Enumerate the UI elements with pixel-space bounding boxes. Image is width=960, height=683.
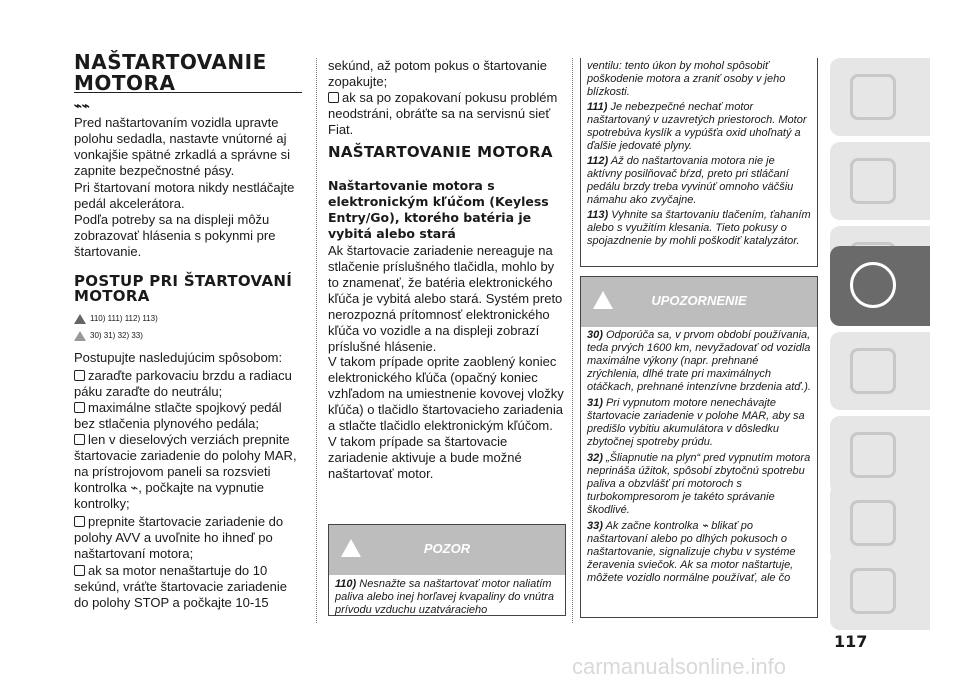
bullet-icon <box>74 565 85 576</box>
note-number: 113) <box>587 209 609 221</box>
warning-icon <box>74 314 86 324</box>
bullet-icon <box>74 370 85 381</box>
tab-index[interactable] <box>830 552 930 630</box>
warning-triangle-icon <box>850 348 896 394</box>
refs-warning: 110) 111) 112) 113) <box>90 314 158 324</box>
note-number: 112) <box>587 155 609 167</box>
list-item <box>74 400 302 432</box>
refs-caution: 30) 31) 32) 33) <box>90 331 143 341</box>
note-text: Odporúča sa, v prvom období používania, teda prvých 1600 km, nevyžadovať od vozidla maximálne výkony (napr. prehnané zrýchlenia, dlhé trate pri maximálnych otáčkach, prehnané intenzívne brzdenia atď.). <box>587 329 811 393</box>
tab-dashboard[interactable] <box>830 142 930 220</box>
list-item-text: zaraďte parkovaciu brzdu a radiacu páku zaraďte do neutrálu; <box>74 368 292 399</box>
list-item-text: prepnite štartovacie zariadenie do polohy AVV a uvoľnite ho ihneď po naštartovaní motora; <box>74 514 284 561</box>
note-text: Vyhnite sa štartovaniu tlačením, ťahaním alebo s využitím klesania. Tieto pokusy o spojazdnenie by mohli poškodiť katalyzátor. <box>587 209 811 247</box>
note-text: Nesnažte sa naštartovať motor naliatím paliva alebo inej horľavej kvapaliny do vnútra prívodu vzduchu uzatváracieho <box>335 578 554 616</box>
caution-icon <box>74 331 86 341</box>
note-33 <box>581 520 817 585</box>
watermark: carmanualsonline.info <box>572 654 787 679</box>
caution-box-title: UPOZORNENIE <box>651 293 747 308</box>
list-item <box>74 563 302 611</box>
caution-banner <box>581 277 817 327</box>
intro-paragraph: Pred naštartovaním vozidla upravte polohu sedadla, nastavte vnútorné aj vonkajšie spätné zrkadlá a správne si zapnite bezpečnostné pásy. <box>74 115 291 178</box>
bullet-icon <box>74 516 85 527</box>
note-number: 33) <box>587 520 603 532</box>
column-divider <box>316 58 317 623</box>
page-number: 117 <box>834 632 868 651</box>
note-text: Je nebezpečné nechať motor naštartovaný v uzavretých priestoroch. Motor spotrebúva kyslík a vypúšťa oxid uhoľnatý a ďalšie jedovaté plyny. <box>587 101 807 152</box>
paragraph-battery: Ak štartovacie zariadenie nereaguje na stlačenie príslušného tlačidla, mohlo by to znamenať, že batéria elektronického kľúča je vybitá alebo stará. Systém preto nerozpozná prítomnosť elektronického kľúča vo vozidle a na displeji zobrazí príslušné hlásenie. <box>328 243 563 354</box>
tab-vehicle[interactable] <box>830 58 930 136</box>
list-item-text: ak sa motor nenaštartuje do 10 sekúnd, vráťte štartovacie zariadenie do polohy STOP a počkajte 10-15 <box>74 563 287 610</box>
warning-box <box>328 524 566 616</box>
paragraph-accelerator: Pri štartovaní motora nikdy nestláčajte pedál akcelerátora. <box>74 180 295 211</box>
column-divider <box>572 58 573 623</box>
subsection-title: Naštartovanie motora s elektronickým kľúčom (Keyless Entry/Go), ktorého batéria je vybitá alebo stará <box>328 178 549 241</box>
steering-wheel-icon <box>850 262 896 308</box>
title-rule <box>74 92 302 93</box>
list-item-text: maximálne stlačte spojkový pedál bez stlačenia plynového pedála; <box>74 400 282 431</box>
bullet-icon <box>328 92 339 103</box>
note-111 <box>581 101 817 153</box>
note-31 <box>581 397 817 449</box>
continued-text: sekúnd, až potom pokus o štartovanie zopakujte; <box>328 58 547 89</box>
note-32 <box>581 452 817 517</box>
warning-banner <box>329 525 565 575</box>
start-symbol-icon: ⌁⌁ <box>74 98 90 113</box>
tab-emergency[interactable] <box>830 332 930 410</box>
media-icon <box>850 500 896 546</box>
warning-box-title: POZOR <box>423 541 471 556</box>
section-title-procedure: POSTUP PRI ŠTARTOVANÍ MOTORA <box>74 272 293 305</box>
procedure-intro: Postupujte nasledujúcim spôsobom: <box>74 350 283 365</box>
note-30 <box>581 329 817 394</box>
list-item <box>74 514 302 562</box>
note-112 <box>581 155 817 207</box>
note-text: Až do naštartovania motora nie je aktívny posilňovač bŕzd, preto pri stláčaní pedálu brzdy treba vyvinúť omnoho väčšiu námahu ako zvyčajne. <box>587 155 794 206</box>
car-icon <box>850 74 896 120</box>
note-number: 110) <box>335 578 357 590</box>
tools-icon <box>850 432 896 478</box>
note-number: 32) <box>587 452 603 464</box>
index-icon <box>850 568 896 614</box>
list-item <box>74 432 302 512</box>
tab-media[interactable] <box>830 484 930 562</box>
tab-driving[interactable] <box>830 246 930 326</box>
list-item-text: ak sa po zopakovaní pokusu problém neodstráni, obráťte sa na servisnú sieť Fiat. <box>328 90 558 137</box>
paragraph-procedure: V takom prípade oprite zaoblený koniec elektronického kľúča (opačný koniec vzhľadom na umiestnenie kovovej vložky kľúča) o tlačidlo štartovacieho zariadenia a stlačte tlačidlo elektronickým kľúčom. V takom prípade sa štartovacie zariadenie aktivuje a bude možné naštartovať motor. <box>328 354 564 481</box>
note-number: 111) <box>587 101 608 113</box>
tab-maintenance[interactable] <box>830 416 930 494</box>
note-text: Ak začne kontrolka ⌁ blikať po naštartovaní alebo po dlhých pokusoch o naštartovanie, signalizuje chybu v systéme žeravenia sviečok. Ak sa motor naštartuje, môžete vozidlo normálne používať, ale čo <box>587 520 796 584</box>
warning-text <box>329 578 565 617</box>
note-text: „Šliapnutie na plyn“ pred vypnutím motora neprináša úžitok, spôsobí zbytočnú spotrebu paliva a obzvlášť pri motoroch s turbokompresorom je takéto správanie škodlivé. <box>587 452 811 516</box>
note-text: ventilu: tento úkon by mohol spôsobiť poškodenie motora a zraniť osoby v jeho blízkosti. <box>587 60 786 98</box>
dashboard-icon <box>850 158 896 204</box>
caution-box <box>580 276 818 618</box>
list-item <box>328 90 564 138</box>
warning-box-continued <box>580 58 818 267</box>
bullet-icon <box>74 402 85 413</box>
paragraph-display: Podľa potreby sa na displeji môžu zobrazovať hlásenia s pokynmi pre štartovanie. <box>74 212 276 259</box>
list-item-text: len v dieselových verziách prepnite štartovacie zariadenie do polohy MAR, na prístrojovom paneli sa rozsvieti kontrolka ⌁, počkajte na vypnutie kontrolky; <box>74 432 297 511</box>
note-number: 31) <box>587 397 603 409</box>
refs-row-2 <box>74 327 143 345</box>
page-title: NAŠTARTOVANIE MOTORA <box>74 50 267 95</box>
bullet-icon <box>74 434 85 445</box>
list-item <box>74 368 302 400</box>
refs-row-1 <box>74 310 158 328</box>
note-113 <box>581 209 817 248</box>
section-title-start: NAŠTARTOVANIE MOTORA <box>328 143 553 161</box>
note-text: Pri vypnutom motore nenechávajte štartovacie zariadenie v polohe MAR, aby sa predišlo vybitiu akumulátora v dôsledku zbytočnej spotreby prúdu. <box>587 397 805 448</box>
note-number: 30) <box>587 329 603 341</box>
